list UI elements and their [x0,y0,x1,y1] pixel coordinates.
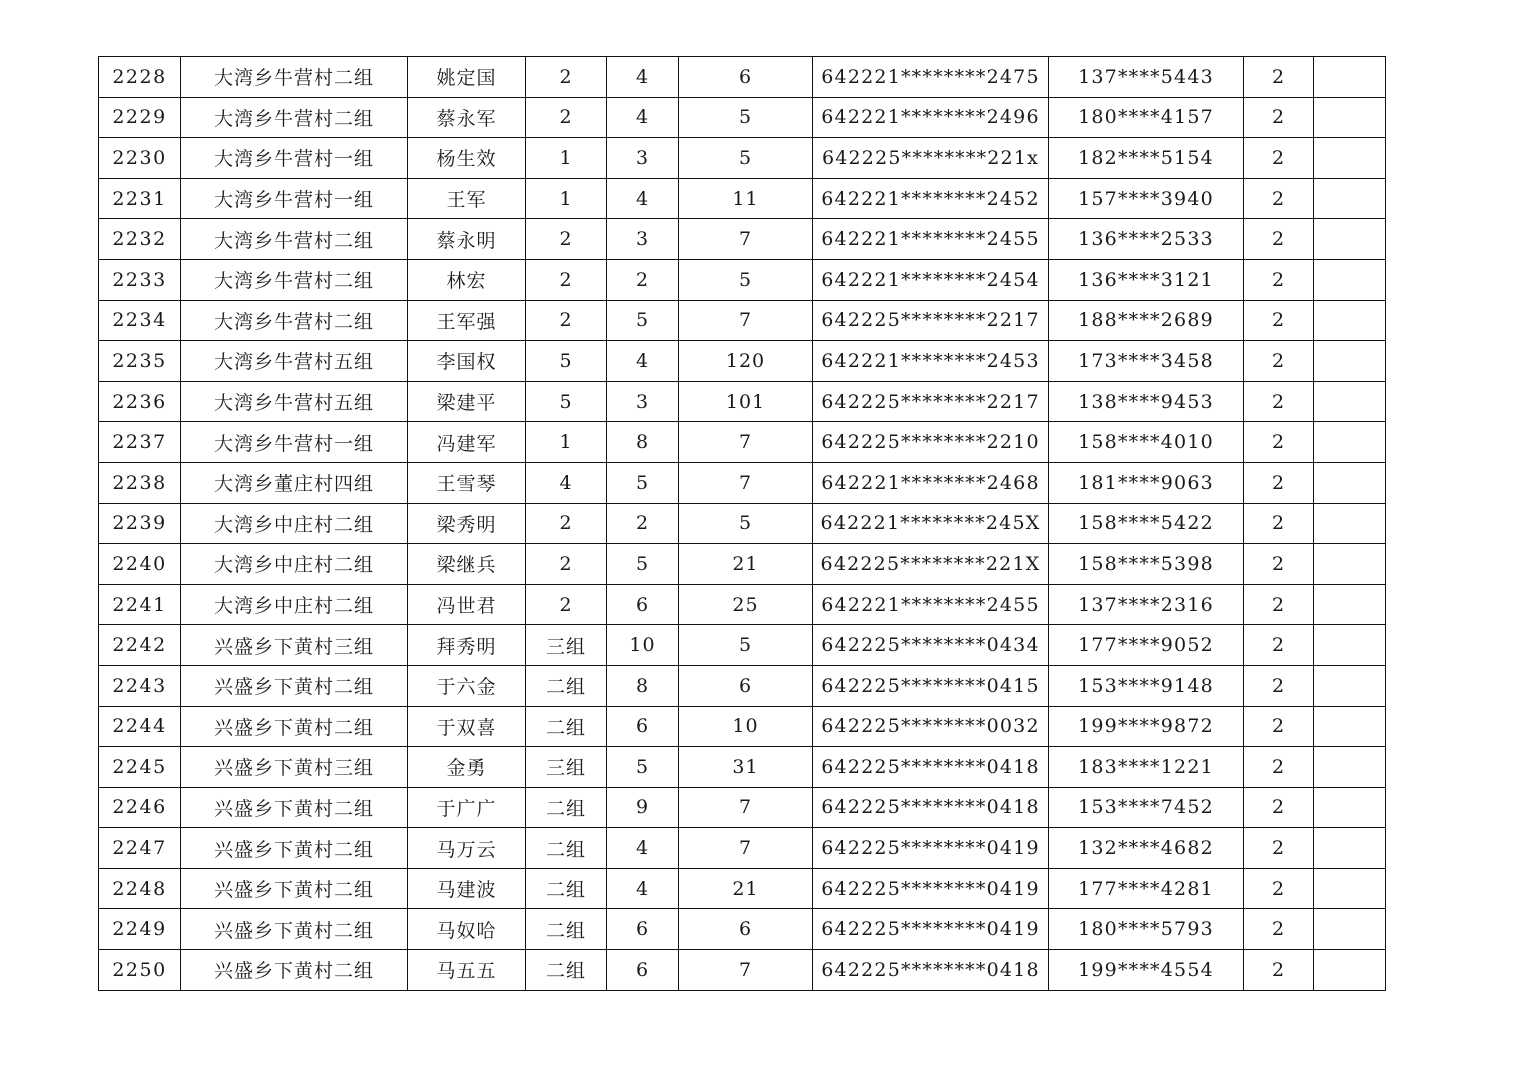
status-cell: 2 [1244,787,1314,828]
name-cell: 王雪琴 [408,462,526,503]
count-cell: 4 [607,868,679,909]
name-cell: 林宏 [408,259,526,300]
id-number-cell: 642221********2455 [813,584,1049,625]
id-number-cell: 642221********2468 [813,462,1049,503]
count-cell: 6 [607,950,679,991]
status-cell: 2 [1244,219,1314,260]
group-cell: 2 [526,584,607,625]
count-cell: 5 [607,544,679,585]
status-cell: 2 [1244,178,1314,219]
remark-cell [1314,625,1386,666]
remark-cell [1314,787,1386,828]
address-cell: 兴盛乡下黄村二组 [181,706,408,747]
table-row [99,665,1386,706]
row-number-cell: 2233 [99,259,181,300]
table-row [99,706,1386,747]
remark-cell [1314,138,1386,179]
value-cell: 7 [679,300,813,341]
address-cell: 大湾乡牛营村一组 [181,422,408,463]
remark-cell [1314,259,1386,300]
table-row [99,422,1386,463]
name-cell: 拜秀明 [408,625,526,666]
status-cell: 2 [1244,300,1314,341]
name-cell: 蔡永明 [408,219,526,260]
group-cell: 二组 [526,787,607,828]
id-number-cell: 642225********0434 [813,625,1049,666]
address-cell: 大湾乡董庄村四组 [181,462,408,503]
group-cell: 二组 [526,665,607,706]
count-cell: 4 [607,178,679,219]
address-cell: 兴盛乡下黄村二组 [181,828,408,869]
status-cell: 2 [1244,381,1314,422]
table-row [99,625,1386,666]
address-cell: 兴盛乡下黄村三组 [181,625,408,666]
row-number-cell: 2238 [99,462,181,503]
group-cell: 二组 [526,828,607,869]
name-cell: 冯建军 [408,422,526,463]
group-cell: 2 [526,57,607,98]
address-cell: 大湾乡中庄村二组 [181,584,408,625]
status-cell: 2 [1244,625,1314,666]
table-row [99,868,1386,909]
phone-cell: 158****5422 [1049,503,1244,544]
address-cell: 兴盛乡下黄村二组 [181,787,408,828]
name-cell: 金勇 [408,747,526,788]
count-cell: 10 [607,625,679,666]
name-cell: 杨生效 [408,138,526,179]
status-cell: 2 [1244,57,1314,98]
records-table-body [99,57,1386,991]
count-cell: 4 [607,341,679,382]
address-cell: 大湾乡牛营村二组 [181,300,408,341]
row-number-cell: 2244 [99,706,181,747]
table-row [99,503,1386,544]
value-cell: 25 [679,584,813,625]
count-cell: 5 [607,747,679,788]
phone-cell: 180****5793 [1049,909,1244,950]
id-number-cell: 642225********2217 [813,300,1049,341]
value-cell: 7 [679,950,813,991]
status-cell: 2 [1244,828,1314,869]
phone-cell: 177****4281 [1049,868,1244,909]
name-cell: 梁建平 [408,381,526,422]
status-cell: 2 [1244,665,1314,706]
name-cell: 马五五 [408,950,526,991]
id-number-cell: 642221********2452 [813,178,1049,219]
address-cell: 兴盛乡下黄村二组 [181,868,408,909]
phone-cell: 158****4010 [1049,422,1244,463]
table-row [99,57,1386,98]
count-cell: 4 [607,57,679,98]
phone-cell: 199****9872 [1049,706,1244,747]
row-number-cell: 2245 [99,747,181,788]
table-row [99,584,1386,625]
table-row [99,341,1386,382]
table-row [99,259,1386,300]
group-cell: 1 [526,138,607,179]
count-cell: 5 [607,300,679,341]
table-row [99,787,1386,828]
row-number-cell: 2246 [99,787,181,828]
value-cell: 120 [679,341,813,382]
status-cell: 2 [1244,909,1314,950]
table-row [99,950,1386,991]
phone-cell: 137****2316 [1049,584,1244,625]
group-cell: 4 [526,462,607,503]
group-cell: 2 [526,544,607,585]
value-cell: 10 [679,706,813,747]
value-cell: 11 [679,178,813,219]
table-row [99,747,1386,788]
remark-cell [1314,665,1386,706]
count-cell: 3 [607,381,679,422]
table-row [99,544,1386,585]
group-cell: 2 [526,97,607,138]
row-number-cell: 2241 [99,584,181,625]
count-cell: 3 [607,138,679,179]
remark-cell [1314,422,1386,463]
group-cell: 二组 [526,909,607,950]
id-number-cell: 642221********2496 [813,97,1049,138]
id-number-cell: 642225********0418 [813,787,1049,828]
row-number-cell: 2229 [99,97,181,138]
row-number-cell: 2248 [99,868,181,909]
status-cell: 2 [1244,503,1314,544]
row-number-cell: 2243 [99,665,181,706]
id-number-cell: 642225********0418 [813,950,1049,991]
name-cell: 于双喜 [408,706,526,747]
value-cell: 21 [679,544,813,585]
phone-cell: 137****5443 [1049,57,1244,98]
remark-cell [1314,381,1386,422]
status-cell: 2 [1244,747,1314,788]
address-cell: 大湾乡牛营村一组 [181,138,408,179]
id-number-cell: 642225********0419 [813,868,1049,909]
row-number-cell: 2242 [99,625,181,666]
address-cell: 兴盛乡下黄村二组 [181,950,408,991]
id-number-cell: 642225********221x [813,138,1049,179]
status-cell: 2 [1244,706,1314,747]
id-number-cell: 642225********2210 [813,422,1049,463]
count-cell: 4 [607,828,679,869]
count-cell: 5 [607,462,679,503]
remark-cell [1314,300,1386,341]
status-cell: 2 [1244,868,1314,909]
count-cell: 4 [607,97,679,138]
phone-cell: 153****9148 [1049,665,1244,706]
address-cell: 大湾乡牛营村一组 [181,178,408,219]
address-cell: 兴盛乡下黄村二组 [181,909,408,950]
id-number-cell: 642221********2454 [813,259,1049,300]
count-cell: 3 [607,219,679,260]
phone-cell: 182****5154 [1049,138,1244,179]
count-cell: 6 [607,909,679,950]
value-cell: 7 [679,828,813,869]
value-cell: 101 [679,381,813,422]
row-number-cell: 2236 [99,381,181,422]
remark-cell [1314,584,1386,625]
id-number-cell: 642225********0032 [813,706,1049,747]
phone-cell: 136****3121 [1049,259,1244,300]
name-cell: 姚定国 [408,57,526,98]
id-number-cell: 642225********0418 [813,747,1049,788]
count-cell: 9 [607,787,679,828]
row-number-cell: 2231 [99,178,181,219]
address-cell: 兴盛乡下黄村二组 [181,665,408,706]
name-cell: 马万云 [408,828,526,869]
id-number-cell: 642221********245X [813,503,1049,544]
address-cell: 大湾乡中庄村二组 [181,503,408,544]
group-cell: 二组 [526,868,607,909]
name-cell: 马建波 [408,868,526,909]
remark-cell [1314,950,1386,991]
remark-cell [1314,706,1386,747]
row-number-cell: 2234 [99,300,181,341]
address-cell: 大湾乡中庄村二组 [181,544,408,585]
name-cell: 王军强 [408,300,526,341]
table-row [99,97,1386,138]
id-number-cell: 642225********2217 [813,381,1049,422]
name-cell: 王军 [408,178,526,219]
phone-cell: 180****4157 [1049,97,1244,138]
row-number-cell: 2240 [99,544,181,585]
remark-cell [1314,178,1386,219]
status-cell: 2 [1244,584,1314,625]
remark-cell [1314,503,1386,544]
value-cell: 5 [679,625,813,666]
remark-cell [1314,57,1386,98]
group-cell: 二组 [526,950,607,991]
table-row [99,462,1386,503]
value-cell: 5 [679,259,813,300]
count-cell: 6 [607,706,679,747]
name-cell: 冯世君 [408,584,526,625]
group-cell: 2 [526,503,607,544]
status-cell: 2 [1244,138,1314,179]
row-number-cell: 2250 [99,950,181,991]
status-cell: 2 [1244,462,1314,503]
address-cell: 兴盛乡下黄村三组 [181,747,408,788]
remark-cell [1314,868,1386,909]
name-cell: 李国权 [408,341,526,382]
row-number-cell: 2232 [99,219,181,260]
status-cell: 2 [1244,97,1314,138]
row-number-cell: 2249 [99,909,181,950]
value-cell: 6 [679,665,813,706]
address-cell: 大湾乡牛营村二组 [181,57,408,98]
row-number-cell: 2230 [99,138,181,179]
group-cell: 2 [526,219,607,260]
id-number-cell: 642221********2475 [813,57,1049,98]
value-cell: 7 [679,422,813,463]
table-row [99,219,1386,260]
name-cell: 马奴哈 [408,909,526,950]
table-row [99,381,1386,422]
phone-cell: 181****9063 [1049,462,1244,503]
remark-cell [1314,462,1386,503]
remark-cell [1314,341,1386,382]
status-cell: 2 [1244,422,1314,463]
remark-cell [1314,747,1386,788]
group-cell: 二组 [526,706,607,747]
name-cell: 于广广 [408,787,526,828]
count-cell: 8 [607,422,679,463]
phone-cell: 199****4554 [1049,950,1244,991]
phone-cell: 173****3458 [1049,341,1244,382]
remark-cell [1314,828,1386,869]
table-row [99,828,1386,869]
name-cell: 梁继兵 [408,544,526,585]
value-cell: 7 [679,219,813,260]
name-cell: 蔡永军 [408,97,526,138]
id-number-cell: 642221********2453 [813,341,1049,382]
name-cell: 于六金 [408,665,526,706]
value-cell: 5 [679,97,813,138]
id-number-cell: 642225********221X [813,544,1049,585]
group-cell: 三组 [526,625,607,666]
value-cell: 21 [679,868,813,909]
value-cell: 7 [679,787,813,828]
status-cell: 2 [1244,544,1314,585]
remark-cell [1314,909,1386,950]
phone-cell: 188****2689 [1049,300,1244,341]
row-number-cell: 2237 [99,422,181,463]
value-cell: 5 [679,503,813,544]
remark-cell [1314,219,1386,260]
group-cell: 5 [526,381,607,422]
address-cell: 大湾乡牛营村二组 [181,259,408,300]
phone-cell: 136****2533 [1049,219,1244,260]
group-cell: 5 [526,341,607,382]
value-cell: 6 [679,909,813,950]
table-row [99,138,1386,179]
group-cell: 1 [526,422,607,463]
group-cell: 1 [526,178,607,219]
group-cell: 三组 [526,747,607,788]
address-cell: 大湾乡牛营村二组 [181,219,408,260]
value-cell: 31 [679,747,813,788]
address-cell: 大湾乡牛营村五组 [181,381,408,422]
status-cell: 2 [1244,950,1314,991]
table-row [99,300,1386,341]
phone-cell: 158****5398 [1049,544,1244,585]
count-cell: 2 [607,503,679,544]
phone-cell: 132****4682 [1049,828,1244,869]
id-number-cell: 642225********0419 [813,828,1049,869]
table-row [99,909,1386,950]
phone-cell: 138****9453 [1049,381,1244,422]
records-table [98,56,1386,991]
count-cell: 6 [607,584,679,625]
id-number-cell: 642225********0419 [813,909,1049,950]
count-cell: 2 [607,259,679,300]
table-row [99,178,1386,219]
id-number-cell: 642225********0415 [813,665,1049,706]
row-number-cell: 2235 [99,341,181,382]
row-number-cell: 2247 [99,828,181,869]
phone-cell: 183****1221 [1049,747,1244,788]
value-cell: 7 [679,462,813,503]
remark-cell [1314,544,1386,585]
remark-cell [1314,97,1386,138]
group-cell: 2 [526,300,607,341]
address-cell: 大湾乡牛营村五组 [181,341,408,382]
id-number-cell: 642221********2455 [813,219,1049,260]
value-cell: 5 [679,138,813,179]
name-cell: 梁秀明 [408,503,526,544]
row-number-cell: 2239 [99,503,181,544]
group-cell: 2 [526,259,607,300]
value-cell: 6 [679,57,813,98]
status-cell: 2 [1244,341,1314,382]
count-cell: 8 [607,665,679,706]
phone-cell: 153****7452 [1049,787,1244,828]
status-cell: 2 [1244,259,1314,300]
row-number-cell: 2228 [99,57,181,98]
phone-cell: 177****9052 [1049,625,1244,666]
phone-cell: 157****3940 [1049,178,1244,219]
address-cell: 大湾乡牛营村二组 [181,97,408,138]
